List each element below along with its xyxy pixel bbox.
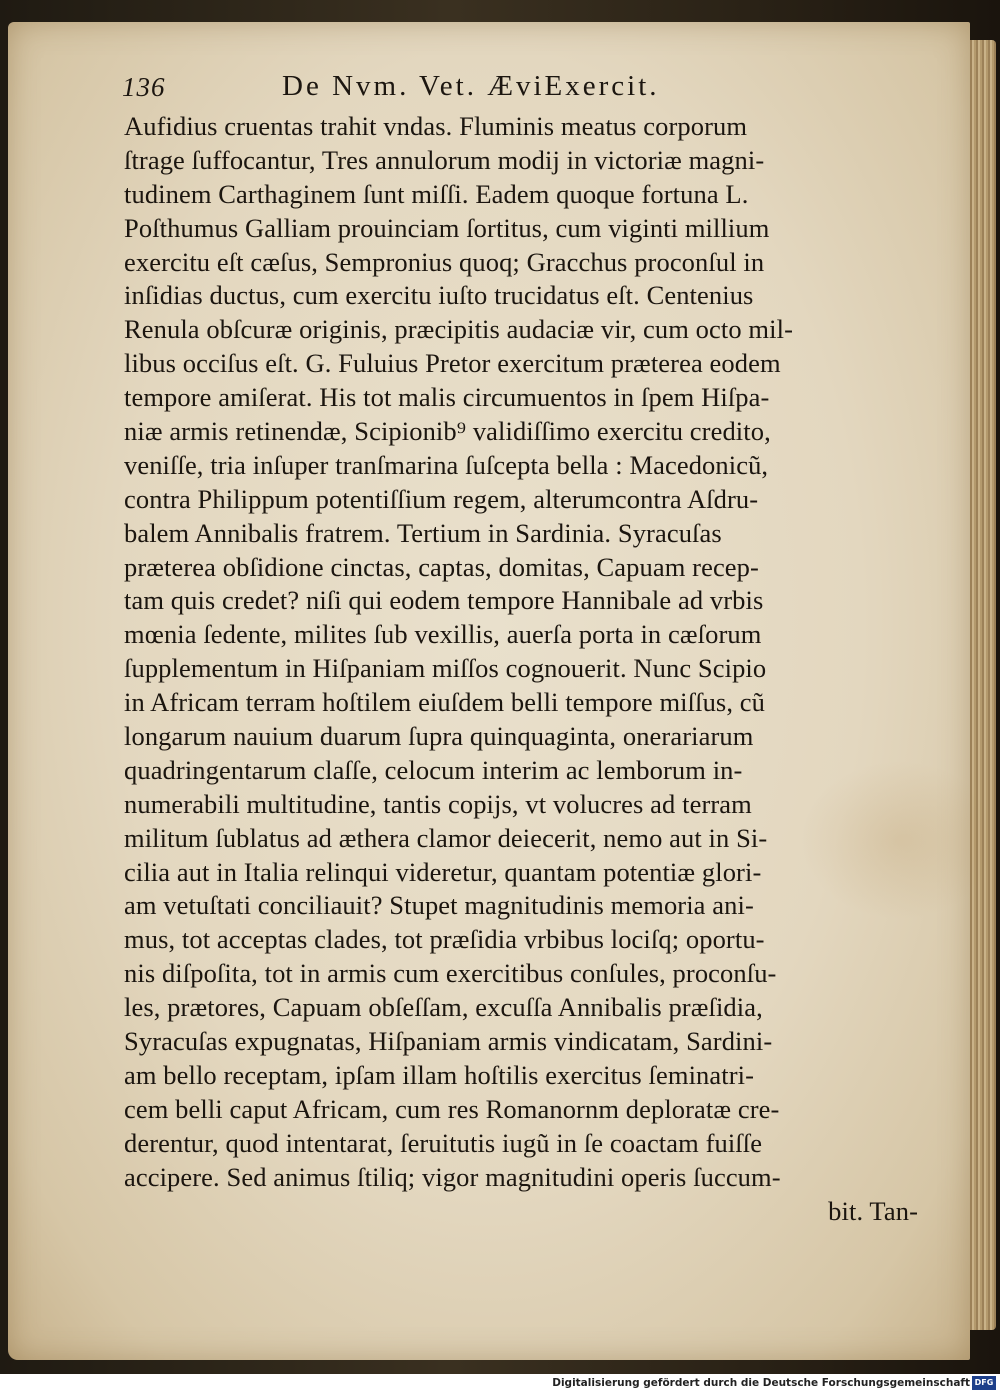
text-line: numerabili multitudine, tantis copijs, vt volucres ad terram <box>124 788 752 819</box>
text-line: in Africam terram hoſtilem eiuſdem belli tempore miſſus, cũ <box>124 687 765 718</box>
text-line: contra Philippum potentiſſium regem, alterumcontra Aſdru- <box>124 483 759 514</box>
text-line: tudinem Carthaginem ſunt miſſi. Eadem quoque fortuna L. <box>124 178 749 209</box>
text-line: ſupplementum in Hiſpaniam miſſos cognouerit. Nunc Scipio <box>124 653 767 684</box>
text-line: quadringentarum claſſe, celocum interim ac lemborum in- <box>124 754 743 785</box>
text-line: cilia aut in Italia relinqui videretur, quantam potentiæ glori- <box>124 856 762 887</box>
text-line: inſidias ductus, cum exercitu iuſto trucidatus eſt. Centenius <box>124 280 754 311</box>
text-line: les, prætores, Capuam obſeſſam, excuſſa Annibalis præſidia, <box>124 992 763 1023</box>
text-line: veniſſe, tria inſuper tranſmarina ſuſcepta bella : Macedonicũ, <box>124 449 769 480</box>
text-line: accipere. Sed animus ſtiliq; vigor magnitudini operis ſuccum- <box>124 1161 781 1192</box>
text-line: militum ſublatus ad æthera clamor deiecerit, nemo aut in Si- <box>124 822 768 853</box>
text-line: Poſthumus Galliam prouinciam ſortitus, cum viginti millium <box>124 212 770 243</box>
text-line: libus occiſus eſt. G. Fuluius Pretor exercitum præterea eodem <box>124 348 781 379</box>
catchword-line: bit. Tan- <box>828 1195 918 1226</box>
text-line: Aufidius cruentas trahit vndas. Fluminis meatus corporum <box>124 111 748 141</box>
funding-credit: Digitalisierung gefördert durch die Deutsche Forschungsgemeinschaft <box>552 1377 970 1389</box>
text-line: tempore amiſerat. His tot malis circumuentos in ſpem Hiſpa- <box>124 382 770 413</box>
text-line: am bello receptam, ipſam illam hoſtilis exercitus ſeminatri- <box>124 1059 755 1090</box>
page-header <box>122 68 822 108</box>
text-line: tam quis credet? niſi qui eodem tempore Hannibale ad vrbis <box>124 585 764 616</box>
text-line: Syracuſas expugnatas, Hiſpaniam armis vindicatam, Sardini- <box>124 1026 773 1057</box>
text-line: mus, tot acceptas clades, tot præſidia vrbibus lociſq; oportu- <box>124 924 765 955</box>
text-line: longarum nauium duarum ſupra quinquaginta, onerariarum <box>124 721 754 752</box>
text-line: ſtrage ſuffocantur, Tres annulorum modij in victoriæ magni- <box>124 144 765 175</box>
text-line: derentur, quod intentarat, ſeruitutis iugũ in ſe coactam fuiſſe <box>124 1127 763 1158</box>
text-line: exercitu eſt cæſus, Sempronius quoq; Gracchus proconſul in <box>124 246 765 277</box>
book-fore-edge <box>968 40 996 1330</box>
page-number: 136 <box>122 72 166 102</box>
body-text <box>124 110 924 1228</box>
text-line: niæ armis retinendæ, Scipionib⁹ validiſſimo exercitu credito, <box>124 416 771 447</box>
text-line: præterea obſidione cinctas, captas, domitas, Capuam recep- <box>124 551 759 582</box>
text-line: am vetuſtati conciliauit? Stupet magnitudinis memoria ani- <box>124 890 754 921</box>
running-title: De Nvm. Vet. ÆviExercit. <box>282 70 660 102</box>
footer-bar <box>0 1374 1000 1394</box>
text-line: cem belli caput Africam, cum res Romanornm deploratæ cre- <box>124 1093 780 1124</box>
text-line: nis diſpoſita, tot in armis cum exercitibus conſules, proconſu- <box>124 958 777 989</box>
dfg-logo: DFG <box>972 1376 996 1390</box>
text-line: balem Annibalis fratrem. Tertium in Sardinia. Syracuſas <box>124 517 722 548</box>
text-line: mœnia ſedente, milites ſub vexillis, auerſa porta in cæſorum <box>124 619 762 650</box>
text-line: Renula obſcuræ originis, præcipitis audaciæ vir, cum octo mil- <box>124 314 793 345</box>
